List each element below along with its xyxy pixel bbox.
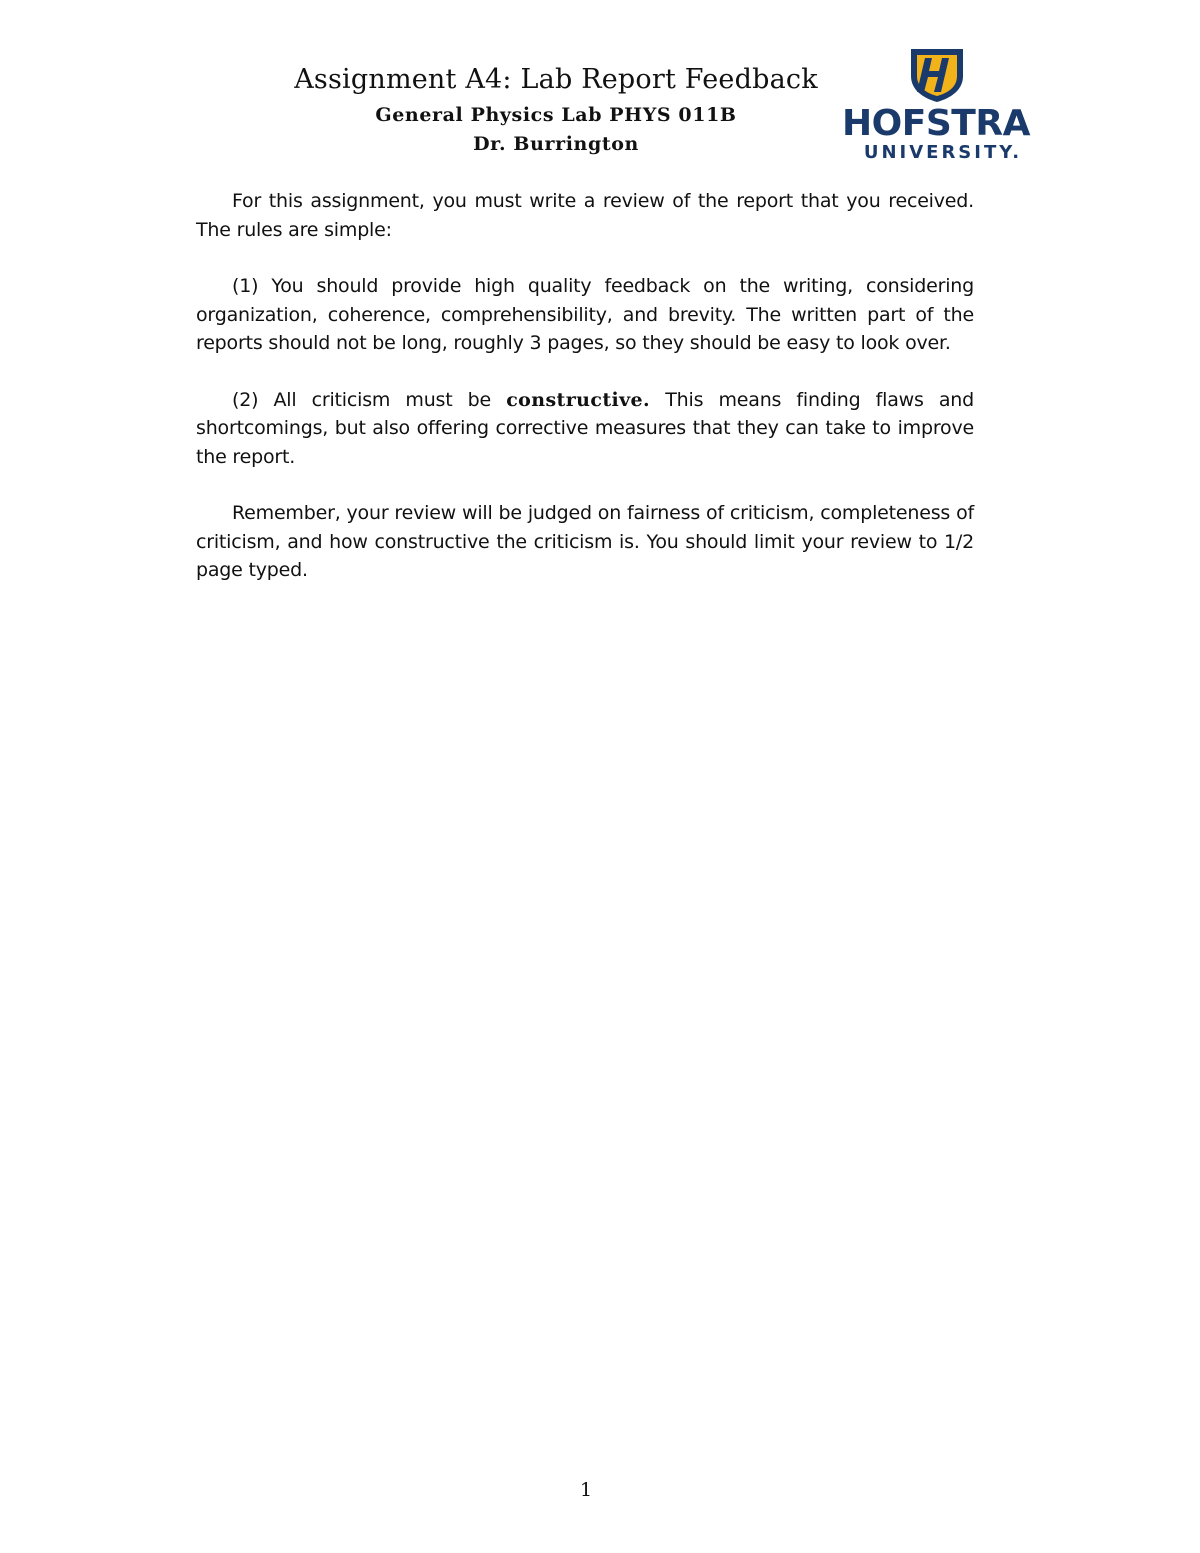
page-number: 1	[579, 1479, 593, 1501]
assignment-body	[196, 187, 974, 613]
rule-2-emphasis: constructive.	[506, 388, 651, 411]
hofstra-logo	[834, 46, 1038, 168]
logo-subtitle: UNIVERSITY.	[863, 142, 1023, 163]
document-header	[0, 60, 1200, 180]
title-block	[256, 60, 856, 158]
logo-wordmark: HOFSTRA	[842, 103, 1030, 144]
rule-2-prefix: (2) All criticism must be	[232, 388, 492, 411]
intro-paragraph: For this assignment, you must write a review of the report that you received. The rules are simple:	[196, 190, 974, 241]
instructor-name: Dr. Burrington	[473, 133, 639, 155]
closing-paragraph: Remember, your review will be judged on fairness of criticism, completeness of criticism, and how constructive the criticism is. You should limit your review to 1/2 page typed.	[196, 502, 974, 581]
course-name: General Physics Lab PHYS 011B	[375, 104, 737, 126]
document-title: Assignment A4: Lab Report Feedback	[294, 64, 818, 95]
hofstra-h-shield-icon	[908, 46, 966, 104]
rule-2-suffix: This means finding flaws and shortcomings, but also offering corrective measures that they can take to improve the report.	[196, 388, 974, 468]
rule-1-paragraph: (1) You should provide high quality feedback on the writing, considering organization, coherence, comprehensibility, and brevity. The written part of the reports should not be long, roughly 3 pages, so they should be easy to look over.	[196, 275, 974, 354]
rule-2-paragraph	[196, 386, 974, 472]
